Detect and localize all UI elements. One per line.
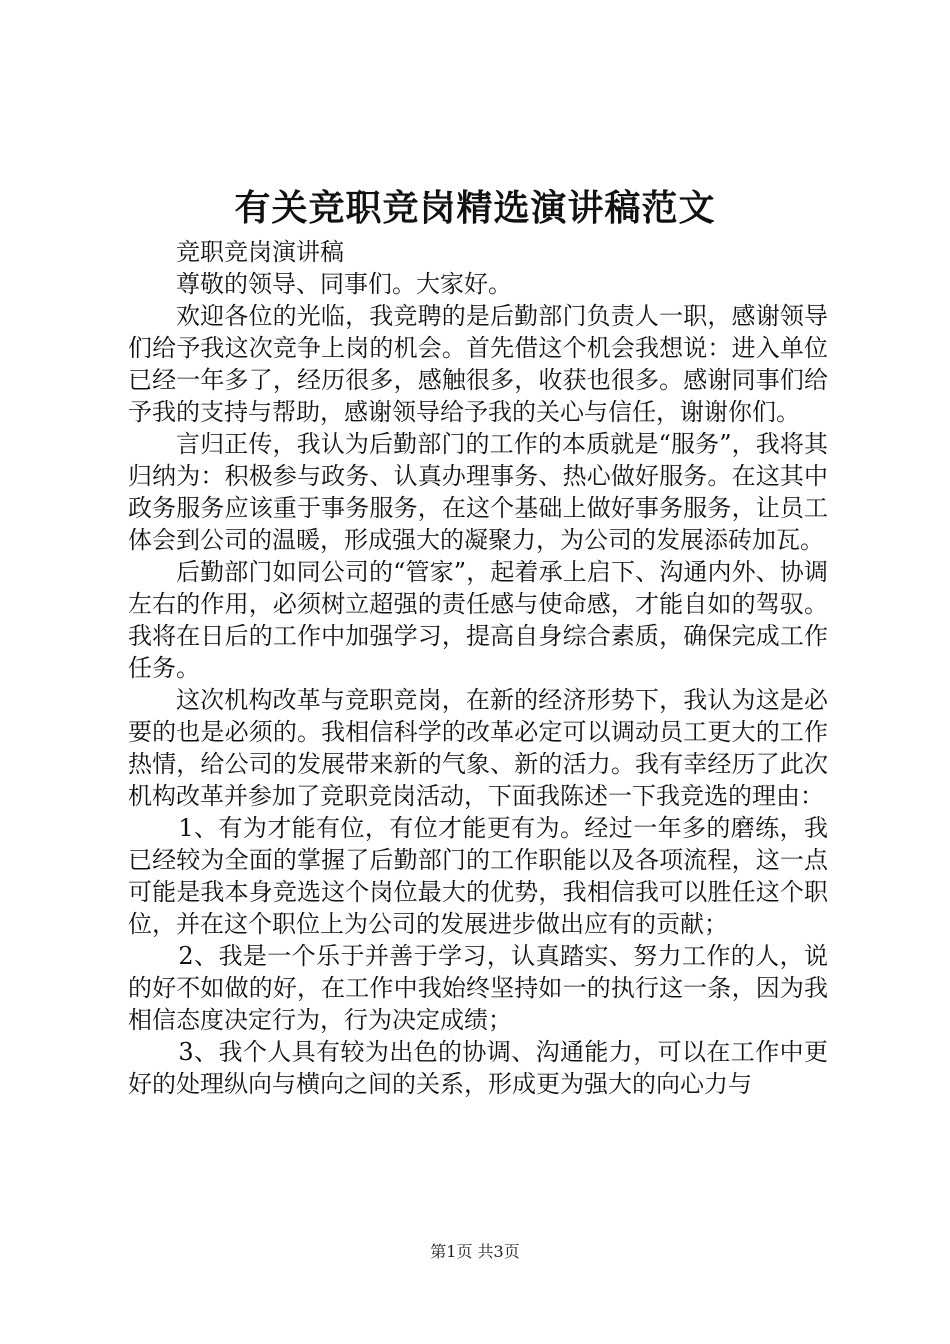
paragraph: 欢迎各位的光临，我竞聘的是后勤部门负责人一职，感谢领导们给予我这次竞争上岗的机会。首先借这个机会我想说：进入单位已经一年多了，经历很多，感触很多，收获也很多。感谢同事们给予我的支持与帮助，感谢领导给予我的关心与信任，谢谢你们。 <box>128 302 828 426</box>
paragraph: 这次机构改革与竞职竞岗，在新的经济形势下，我认为这是必要的也是必须的。我相信科学的改革必定可以调动员工更大的工作热情，给公司的发展带来新的气象、新的活力。我有幸经历了此次机构改革并参加了竞职竞岗活动，下面我陈述一下我竞选的理由： <box>128 686 828 810</box>
paragraph: 言归正传，我认为后勤部门的工作的本质就是“服务”，我将其归纳为：积极参与政务、认真办理事务、热心做好服务。在这其中政务服务应该重于事务服务，在这个基础上做好事务服务，让员工体会到公司的温暖，形成强大的凝聚力，为公司的发展添砖加瓦。 <box>128 430 828 554</box>
document-body <box>128 236 828 1100</box>
paragraph-heading: 竞职竞岗演讲稿 <box>176 238 344 266</box>
page-footer: 第1页 共3页 <box>430 1242 520 1261</box>
list-item: 1、有为才能有位，有位才能更有为。经过一年多的磨练，我已经较为全面的掌握了后勤部门的工作职能以及各项流程，这一点可能是我本身竞选这个岗位最大的优势，我相信我可以胜任这个职位，并在这个职位上为公司的发展进步做出应有的贡献； <box>128 814 828 938</box>
list-item: 3、我个人具有较为出色的协调、沟通能力，可以在工作中更好的处理纵向与横向之间的关系，形成更为强大的向心力与 <box>128 1038 828 1098</box>
paragraph-greeting: 尊敬的领导、同事们。大家好。 <box>176 270 512 298</box>
paragraph: 后勤部门如同公司的“管家”，起着承上启下、沟通内外、协调左右的作用，必须树立超强的责任感与使命感，才能自如的驾驭。我将在日后的工作中加强学习，提高自身综合素质，确保完成工作任务。 <box>128 558 828 682</box>
list-item: 2、我是一个乐于并善于学习，认真踏实、努力工作的人，说的好不如做的好，在工作中我始终坚持如一的执行这一条，因为我相信态度决定行为，行为决定成绩； <box>128 942 828 1034</box>
document-title: 有关竞职竞岗精选演讲稿范文 <box>234 187 716 229</box>
